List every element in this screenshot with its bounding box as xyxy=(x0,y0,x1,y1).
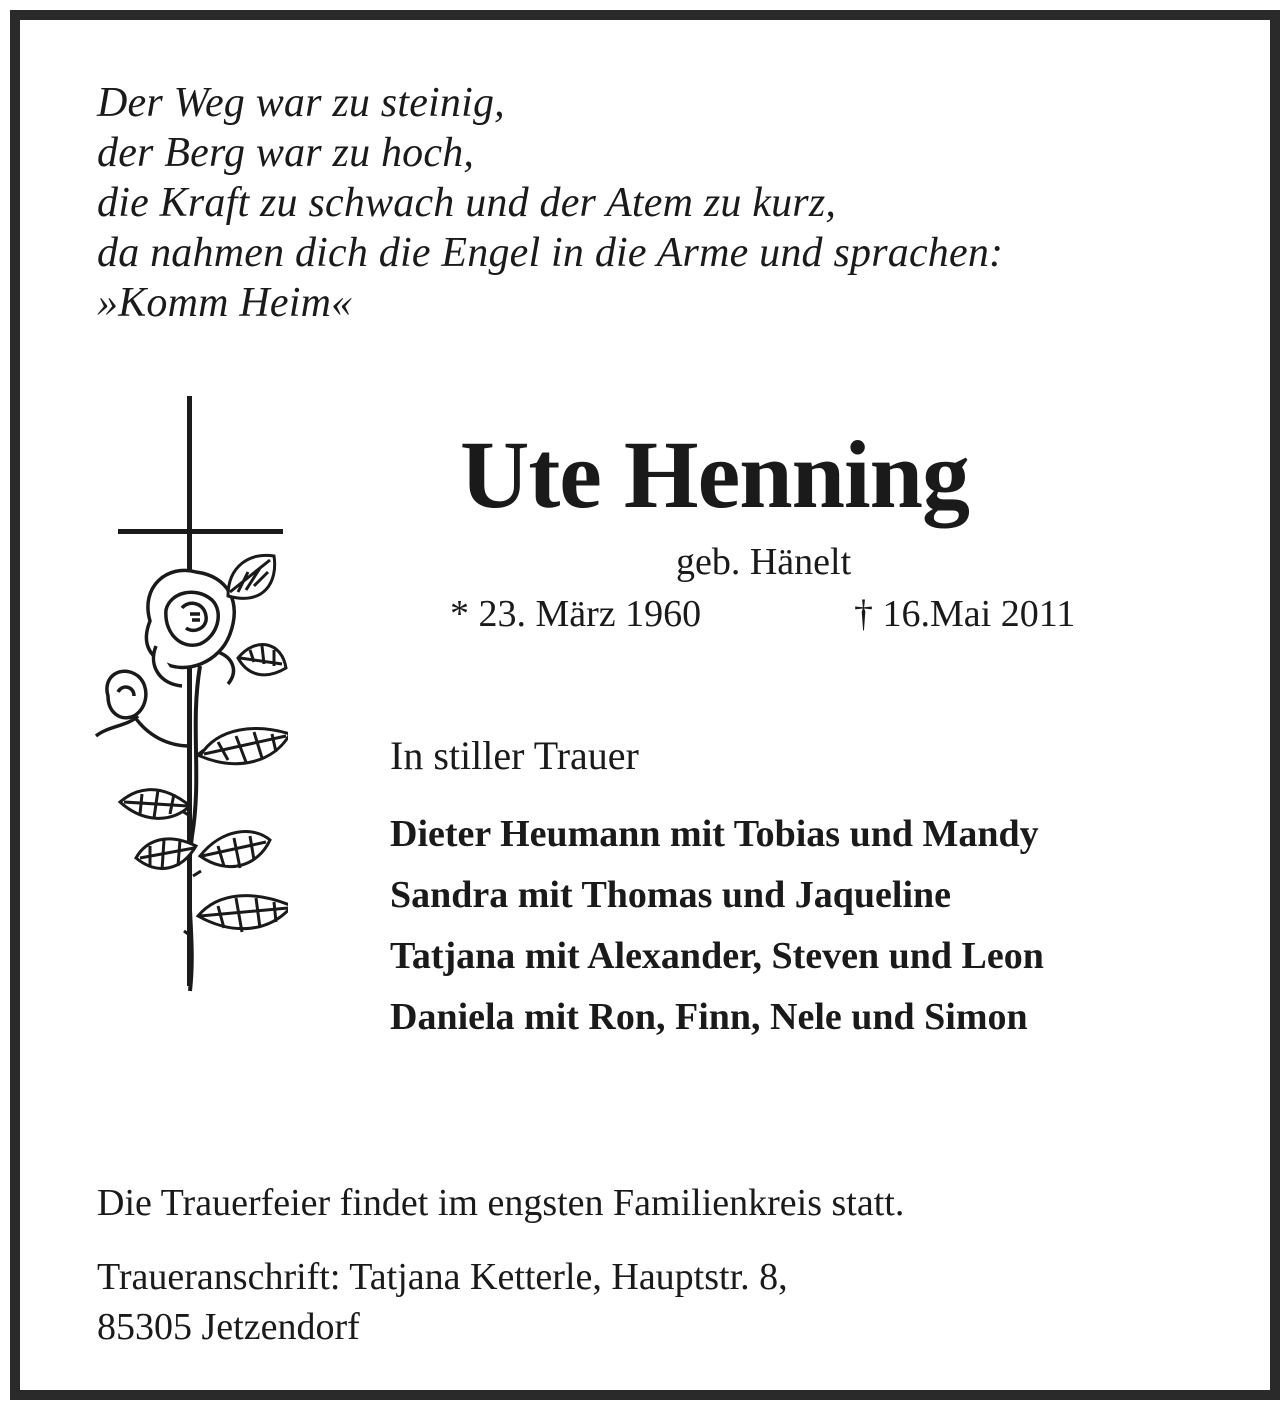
cross-with-rose-icon xyxy=(78,396,288,996)
address-line: Traueranschrift: Tatjana Ketterle, Hauptstr. 8, xyxy=(97,1256,788,1298)
service-note: Die Trauerfeier findet im engsten Familienkreis statt. xyxy=(97,1182,905,1224)
deceased-name: Ute Henning xyxy=(460,421,970,528)
mourner-family: Sandra mit Thomas und Jaqueline xyxy=(390,874,952,916)
poem-line: Der Weg war zu steinig, xyxy=(97,80,505,126)
mourner-family: Dieter Heumann mit Tobias und Mandy xyxy=(390,813,1039,855)
maiden-name: geb. Hänelt xyxy=(676,541,852,583)
mourner-family: Daniela mit Ron, Finn, Nele und Simon xyxy=(390,996,1028,1038)
obituary-frame xyxy=(10,10,1280,1400)
address-line: 85305 Jetzendorf xyxy=(97,1306,360,1348)
mourners-list xyxy=(390,804,1044,1048)
poem-line: »Komm Heim« xyxy=(97,280,353,326)
mourning-address xyxy=(97,1252,788,1352)
poem-line: der Berg war zu hoch, xyxy=(97,130,475,176)
poem-line: da nahmen dich die Engel in die Arme und sprachen: xyxy=(97,230,1004,276)
poem xyxy=(97,78,1003,328)
poem-line: die Kraft zu schwach und der Atem zu kurz, xyxy=(97,180,837,226)
mourner-family: Tatjana mit Alexander, Steven und Leon xyxy=(390,935,1044,977)
death-date: † 16.Mai 2011 xyxy=(854,593,1076,635)
mourning-heading: In stiller Trauer xyxy=(390,733,639,778)
birth-date: * 23. März 1960 xyxy=(450,593,702,635)
